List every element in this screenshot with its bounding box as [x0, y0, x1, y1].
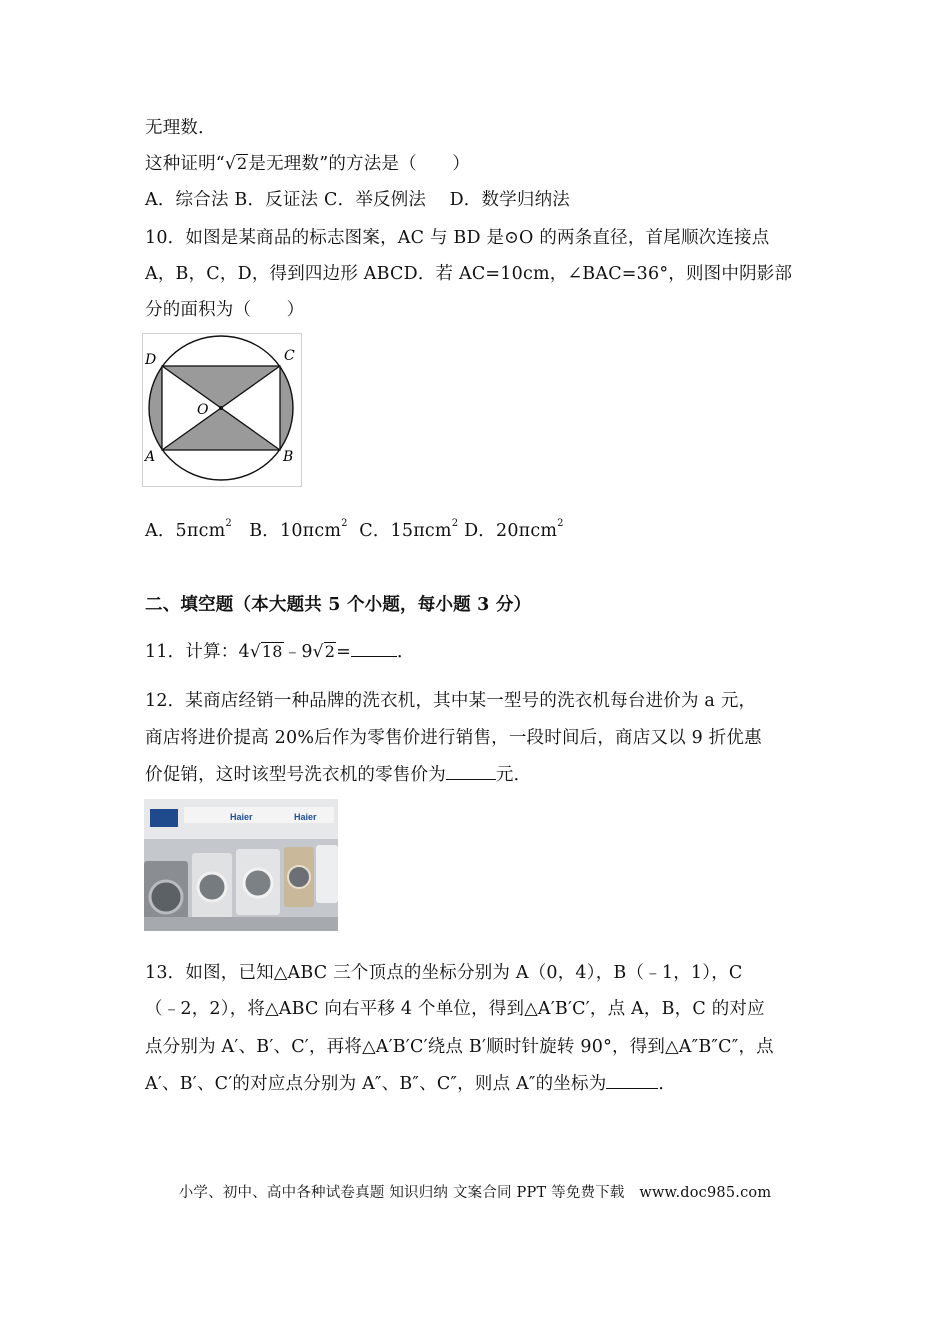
radicand: 2: [324, 642, 336, 661]
q9-line-1: 无理数．: [145, 118, 216, 138]
answer-blank: [446, 763, 496, 780]
exponent: 2: [341, 518, 348, 529]
radicand: 18: [261, 642, 283, 661]
q13-line-2: （﹣2，2），将△ABC 向右平移 4 个单位，得到△A′B′C′，点 A，B，C 的对应: [145, 999, 765, 1019]
washer-door: [150, 881, 182, 913]
q13-text-post: ．: [658, 1074, 677, 1094]
q10-line-2: A，B，C，D，得到四边形 ABCD．若 AC=10cm，∠BAC=36°，则图中阴影部: [145, 264, 793, 284]
q11-equals: =: [336, 642, 351, 662]
store-sign: [150, 809, 178, 827]
exponent: 2: [557, 518, 564, 529]
answer-blank: [606, 1072, 658, 1089]
section-2-title: 二、填空题（本大题共 5 个小题，每小题 3 分）: [145, 595, 532, 615]
exponent: 2: [451, 518, 459, 529]
brand-sign: Haier: [294, 812, 317, 822]
q11-text-mid: ﹣9: [283, 642, 313, 662]
q11-text-pre: 11．计算：4: [145, 642, 250, 662]
q9-text-pre: 这种证明“: [145, 154, 225, 174]
page-footer: 小学、初中、高中各种试卷真题 知识归纳 文案合同 PPT 等免费下载 www.doc985.com: [178, 1185, 772, 1201]
q13-line-4: [145, 1072, 676, 1096]
radical-icon: √: [249, 642, 261, 662]
label-c: C: [284, 348, 295, 364]
washing-machine-photo: [144, 799, 338, 931]
sqrt-2-expression: [225, 154, 248, 173]
answer-blank: [351, 640, 397, 657]
q13-text-pre: A′、B′、C′的对应点分别为 A″、B″、C″，则点 A″的坐标为: [145, 1074, 607, 1094]
q13-line-3: 点分别为 A′、B′、C′，再将△A′B′C′绕点 B′顺时针旋转 90°，得到△A″B″C″，点: [145, 1037, 774, 1057]
q12-line-3: [145, 763, 531, 787]
q10-options: [145, 519, 564, 543]
q12-line-2: 商店将进价提高 20%后作为零售价进行销售，一段时间后，商店又以 9 折优惠: [145, 728, 762, 748]
q10-circle-figure: [142, 333, 304, 489]
radical-icon: √: [224, 154, 236, 174]
q10-line-1: 10．如图是某商品的标志图案，AC 与 BD 是⊙O 的两条直径，首尾顺次连接点: [145, 228, 770, 248]
q12-text-pre: 价促销，这时该型号洗衣机的零售价为: [145, 765, 446, 785]
q10-option-a: A．5πcm: [145, 521, 226, 541]
q11-line: [145, 640, 415, 664]
q9-line-2: [145, 152, 470, 176]
q12-text-post: 元．: [495, 765, 532, 785]
label-d: D: [145, 352, 157, 368]
q10-option-c: C．15πcm: [359, 521, 452, 541]
center-point: [219, 406, 223, 410]
q10-option-d: D．20πcm: [464, 521, 558, 541]
label-a: A: [145, 449, 156, 465]
q9-options: A．综合法 B．反证法 C．举反例法 D．数学归纳法: [145, 190, 571, 210]
washer-door: [244, 869, 272, 897]
q11-period: ．: [396, 642, 415, 662]
q10-option-b: B．10πcm: [249, 521, 342, 541]
q9-text-post: 是无理数”的方法是（ ）: [248, 154, 470, 174]
washing-machine-illustration: [144, 799, 338, 931]
radicand: 2: [237, 154, 248, 173]
washer-door: [288, 866, 310, 888]
q12-line-1: 12．某商店经销一种品牌的洗衣机，其中某一型号的洗衣机每台进价为 a 元，: [145, 691, 757, 711]
exponent: 2: [225, 518, 232, 529]
brand-sign: Haier: [230, 812, 253, 822]
label-b: B: [283, 449, 294, 465]
radical-icon: √: [312, 642, 324, 662]
washer-door: [198, 873, 226, 901]
label-o: O: [197, 402, 209, 418]
sqrt-18-expression: [250, 642, 284, 661]
q10-line-3: 分的面积为（ ）: [145, 300, 305, 320]
washer-body: [316, 845, 338, 903]
q13-line-1: 13．如图，已知△ABC 三个顶点的坐标分别为 A（0，4），B（﹣1，1），C: [145, 963, 743, 983]
sqrt-2-expression: [313, 642, 336, 661]
